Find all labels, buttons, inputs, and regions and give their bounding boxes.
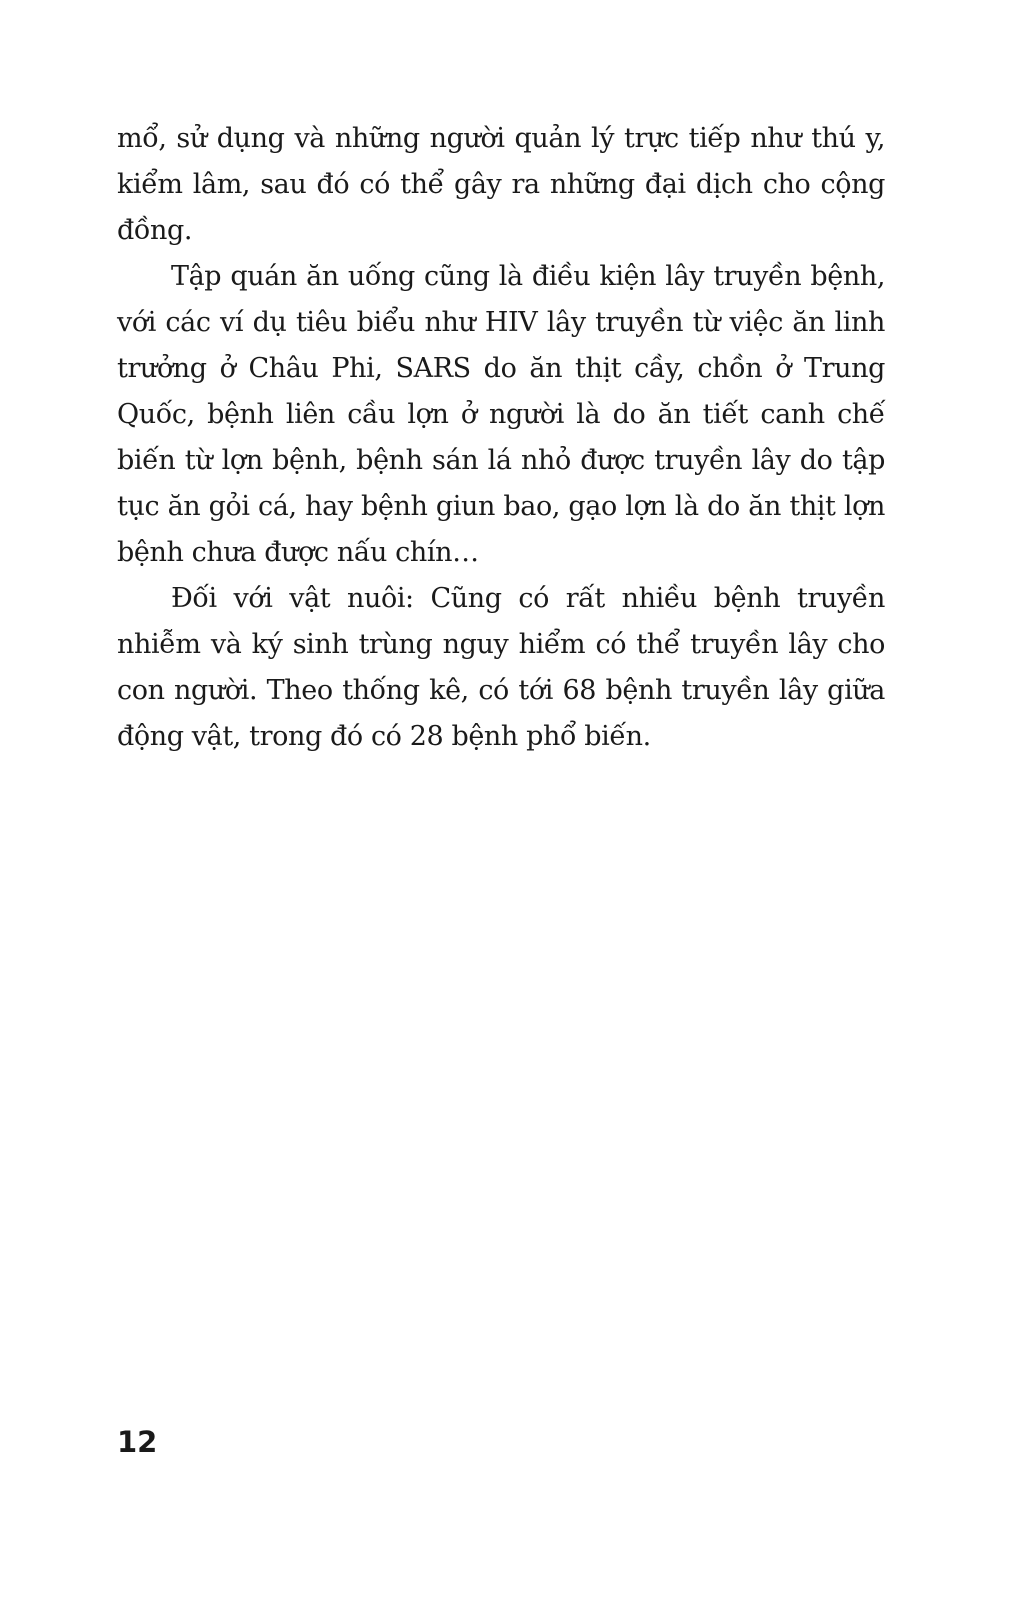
- page-number: 12: [117, 1425, 158, 1459]
- body-text: [117, 116, 885, 760]
- paragraph-livestock: Đối với vật nuôi: Cũng có rất nhiều bệnh truyền nhiễm và ký sinh trùng nguy hiểm có thể truyền lây cho con người. Theo thống kê, có tới 68 bệnh truyền lây giữa động vật, trong đó có 28 bệnh phổ biến.: [117, 583, 885, 752]
- paragraph-continuation: mổ, sử dụng và những người quản lý trực tiếp như thú y, kiểm lâm, sau đó có thể gây ra những đại dịch cho cộng đồng.: [117, 123, 885, 246]
- paragraph-eating-habits: Tập quán ăn uống cũng là điều kiện lây truyền bệnh, với các ví dụ tiêu biểu như HIV lây truyền từ việc ăn linh trưởng ở Châu Phi, SARS do ăn thịt cầy, chồn ở Trung Quốc, bệnh liên cầu lợn ở người là do ăn tiết canh chế biến từ lợn bệnh, bệnh sán lá nhỏ được truyền lây do tập tục ăn gỏi cá, hay bệnh giun bao, gạo lợn là do ăn thịt lợn bệnh chưa được nấu chín…: [117, 261, 885, 568]
